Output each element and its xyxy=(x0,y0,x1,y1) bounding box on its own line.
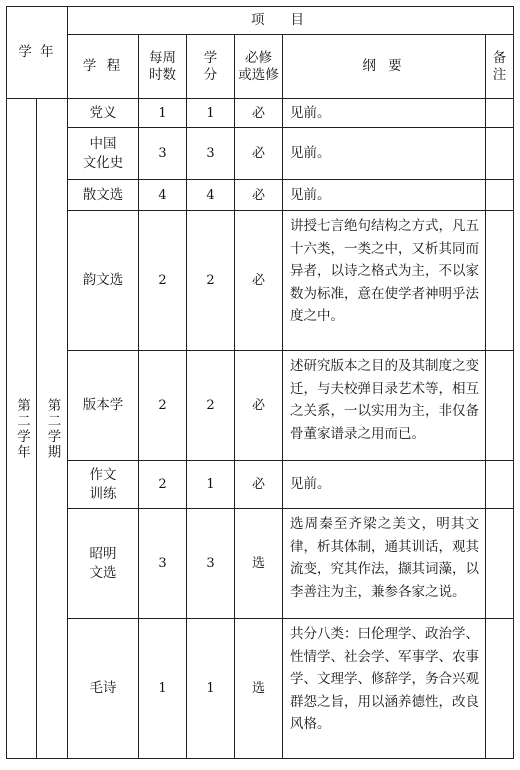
header-remarks-line1: 备 xyxy=(492,49,507,66)
course-hours: 1 xyxy=(139,619,187,759)
course-row xyxy=(7,619,514,759)
course-name xyxy=(68,461,139,509)
header-row-bottom xyxy=(7,35,514,99)
year-label: 第二学年 xyxy=(14,397,30,460)
course-remarks xyxy=(486,509,514,619)
course-name-line: 毛诗 xyxy=(89,680,117,696)
course-name-line: 文选 xyxy=(89,564,117,581)
course-type: 选 xyxy=(235,619,283,759)
course-credits: 1 xyxy=(187,99,235,128)
course-remarks xyxy=(486,351,514,461)
course-outline: 选周秦至齐梁之美文，明其文律，析其体制，通其训话，观其流变，究其作法，撷其词藻，以李善注为主，兼参各家之说。 xyxy=(283,509,486,619)
course-credits: 2 xyxy=(187,211,235,351)
course-hours: 3 xyxy=(139,509,187,619)
course-credits: 2 xyxy=(187,351,235,461)
course-name xyxy=(68,211,139,351)
course-hours: 2 xyxy=(139,461,187,509)
course-row xyxy=(7,128,514,180)
header-weekly-hours-line1: 每周 xyxy=(149,49,177,66)
course-credits: 4 xyxy=(187,180,235,211)
header-remarks-line2: 注 xyxy=(492,66,507,83)
header-outline xyxy=(283,35,486,99)
course-credits: 3 xyxy=(187,509,235,619)
course-name-line: 昭明 xyxy=(89,545,117,562)
course-outline: 述研究版本之目的及其制度之变迁，与夫校弹目录艺术等，相互之关系，一以实用为主，非仅备骨董家谱录之用而已。 xyxy=(283,351,486,461)
course-type: 必 xyxy=(235,128,283,180)
header-weekly-hours xyxy=(139,35,187,99)
course-name xyxy=(68,351,139,461)
header-required-elective-line1: 必修 xyxy=(245,49,273,66)
curriculum-table xyxy=(6,6,514,759)
course-remarks xyxy=(486,128,514,180)
header-course-label: 学 程 xyxy=(82,58,124,74)
course-credits: 3 xyxy=(187,128,235,180)
course-hours: 2 xyxy=(139,351,187,461)
course-row xyxy=(7,99,514,128)
course-hours: 1 xyxy=(139,99,187,128)
course-row xyxy=(7,509,514,619)
term-cell xyxy=(37,99,68,759)
header-credits-line1: 学 xyxy=(203,49,218,66)
course-credits: 1 xyxy=(187,619,235,759)
course-type: 必 xyxy=(235,180,283,211)
course-name xyxy=(68,619,139,759)
course-remarks xyxy=(486,619,514,759)
course-type: 必 xyxy=(235,461,283,509)
course-name xyxy=(68,128,139,180)
course-hours: 4 xyxy=(139,180,187,211)
header-project-label: 项目 xyxy=(251,12,331,28)
header-remarks xyxy=(486,35,514,99)
term-label: 第二学期 xyxy=(44,397,61,460)
course-remarks xyxy=(486,461,514,509)
course-hours: 2 xyxy=(139,211,187,351)
course-name-line: 中国 xyxy=(89,135,117,152)
course-type: 必 xyxy=(235,99,283,128)
course-name-line: 韵文选 xyxy=(82,272,124,288)
header-weekly-hours-line2: 时数 xyxy=(149,66,177,83)
course-name-line: 版本学 xyxy=(82,397,124,413)
course-remarks xyxy=(486,180,514,211)
course-outline: 共分八类：曰伦理学、政治学、性情学、社会学、军事学、农事学、文理学、修辞学，务合兴观群怨之旨，用以涵养德性，改良风格。 xyxy=(283,619,486,759)
course-outline: 见前。 xyxy=(283,180,486,211)
course-credits: 1 xyxy=(187,461,235,509)
course-name-line: 训练 xyxy=(89,485,117,502)
course-outline: 讲授七言绝句结构之方式，凡五十六类，一类之中，又析其同而异者，以诗之格式为主，不以家数为标准，意在使学者神明乎法度之中。 xyxy=(283,211,486,351)
course-outline: 见前。 xyxy=(283,99,486,128)
course-outline: 见前。 xyxy=(283,461,486,509)
header-credits-line2: 分 xyxy=(203,66,218,83)
header-outline-label: 纲 要 xyxy=(362,58,406,74)
course-name-line: 作文 xyxy=(89,466,117,483)
header-school-year-label: 学 年 xyxy=(18,44,56,60)
header-required-elective xyxy=(235,35,283,99)
course-hours: 3 xyxy=(139,128,187,180)
header-course xyxy=(68,35,139,99)
course-name-line: 散文选 xyxy=(82,186,124,203)
header-school-year xyxy=(7,7,68,99)
course-row xyxy=(7,211,514,351)
course-type: 必 xyxy=(235,211,283,351)
curriculum-table-wrapper xyxy=(6,6,514,759)
course-name-line: 文化史 xyxy=(82,154,124,171)
course-type: 选 xyxy=(235,509,283,619)
course-name-line: 党义 xyxy=(89,104,117,121)
header-row-top xyxy=(7,7,514,35)
year-cell xyxy=(7,99,37,759)
header-project xyxy=(68,7,514,35)
course-name xyxy=(68,509,139,619)
course-outline: 见前。 xyxy=(283,128,486,180)
course-row xyxy=(7,351,514,461)
course-name xyxy=(68,180,139,211)
header-required-elective-line2: 或选修 xyxy=(238,66,279,83)
course-row xyxy=(7,180,514,211)
course-type: 必 xyxy=(235,351,283,461)
course-name xyxy=(68,99,139,128)
header-credits xyxy=(187,35,235,99)
course-remarks xyxy=(486,211,514,351)
course-row xyxy=(7,461,514,509)
course-remarks xyxy=(486,99,514,128)
